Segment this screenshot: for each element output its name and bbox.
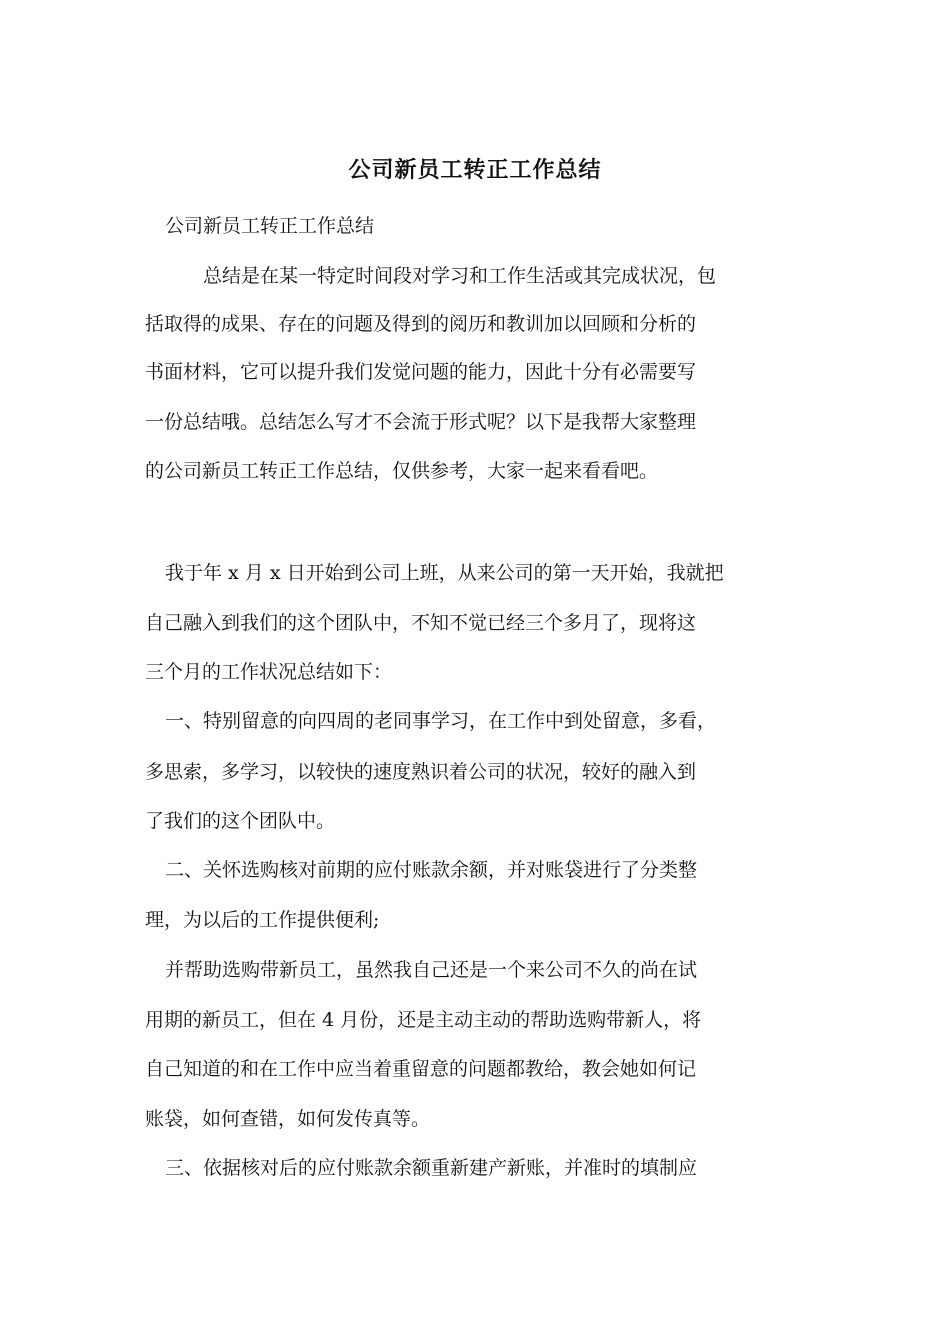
- paragraph-line: 理，为以后的工作提供便利;: [145, 909, 380, 931]
- paragraph-line: 书面材料，它可以提升我们发觉问题的能力，因此十分有必需要写: [145, 361, 697, 383]
- paragraph-line: 总结是在某一特定时间段对学习和工作生活或其完成状况，包: [203, 265, 717, 287]
- document-subtitle: 公司新员工转正工作总结: [165, 215, 375, 237]
- paragraph-line: 多思索，多学习，以较快的速度熟识着公司的状况，较好的融入到: [145, 761, 697, 783]
- paragraph-line: 自己融入到我们的这个团队中，不知不觉已经三个多月了，现将这: [145, 612, 697, 634]
- paragraph-line: 的公司新员工转正工作总结，仅供参考，大家一起来看看吧。: [145, 460, 659, 482]
- document-title: 公司新员工转正工作总结: [348, 157, 602, 183]
- paragraph-line: 我于年 x 月 x 日开始到公司上班，从来公司的第一天开始，我就把: [165, 562, 724, 584]
- paragraph-line: 一、特别留意的向四周的老同事学习，在工作中到处留意，多看，: [165, 710, 717, 732]
- paragraph-line: 括取得的成果、存在的问题及得到的阅历和教训加以回顾和分析的: [145, 313, 697, 335]
- paragraph-line: 三、依据核对后的应付账款余额重新建产新账，并准时的填制应: [165, 1157, 698, 1179]
- paragraph-line: 自己知道的和在工作中应当着重留意的问题都教给，教会她如何记: [145, 1058, 697, 1080]
- paragraph-line: 账袋，如何查错，如何发传真等。: [145, 1108, 431, 1130]
- paragraph-line: 了我们的这个团队中。: [145, 810, 336, 832]
- paragraph-line: 二、关怀选购核对前期的应付账款余额，并对账袋进行了分类整: [165, 859, 698, 881]
- paragraph-line: 三个月的工作状况总结如下：: [145, 661, 393, 683]
- paragraph-line: 用期的新员工，但在 4 月份，还是主动主动的帮助选购带新人，将: [145, 1009, 702, 1031]
- paragraph-line: 一份总结哦。总结怎么写才不会流于形式呢？以下是我帮大家整理: [145, 411, 697, 433]
- paragraph-line: 并帮助选购带新员工，虽然我自己还是一个来公司不久的尚在试: [165, 959, 698, 981]
